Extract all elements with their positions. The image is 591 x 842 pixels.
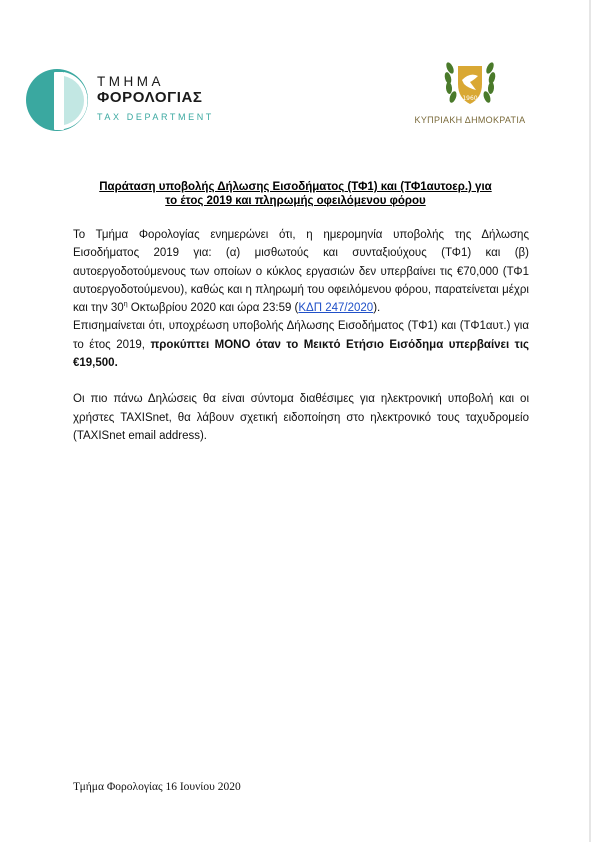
tax-department-logo <box>24 66 224 136</box>
tax-department-emblem-icon <box>24 66 94 136</box>
document-title <box>60 180 531 208</box>
paragraph-1-end: ). <box>373 302 381 315</box>
dept-name-english: TAX DEPARTMENT <box>97 112 214 122</box>
cyprus-republic-logo <box>410 54 530 134</box>
paragraph-1-text: Το Τμήμα Φορολογίας ενημερώνει ότι, η ημερομηνία υποβολής της Δήλωσης Εισοδήματος 2019 για: (α) μισθωτούς και συνταξιούχους (ΤΦ1) και (β) αυτοεργοδοτούμενους των οποίων ο κύκλος εργασιών δεν υπερβαίνει τις €70,000 (ΤΦ1 αυτοεργοδοτούμενου), καθώς και η πληρωμή του οφειλόμενου φόρου, παρατείνεται μέχρι και την 30 <box>73 229 529 315</box>
svg-text:1960: 1960 <box>462 95 478 102</box>
title-line-2: το έτος 2019 και πληρωμής οφειλόμενου φόρου <box>165 195 426 207</box>
footer-date: Τμήμα Φορολογίας 16 Ιουνίου 2020 <box>73 781 241 793</box>
paragraph-3: Οι πιο πάνω Δηλώσεις θα είναι σύντομα διαθέσιμες για ηλεκτρονική υποβολή και οι χρήστες TAXISnet, θα λάβουν σχετική ειδοποίηση στο ηλεκτρονικό τους ταχυδρομείο (TAXISnet email address). <box>73 393 529 442</box>
paragraph-1-text-cont: Οκτωβρίου 2020 και ώρα 23:59 ( <box>127 302 299 315</box>
ordinal-superscript: η <box>123 301 128 309</box>
republic-name: ΚΥΠΡΙΑΚΗ ΔΗΜΟΚΡΑΤΙΑ <box>414 115 526 125</box>
paragraph-2 <box>73 317 529 372</box>
document-body <box>73 226 529 445</box>
paragraph-2-text: Επισημαίνεται ότι, υποχρέωση υποβολής Δήλωσης Εισοδήματος (ΤΦ1) και (ΤΦ1αυτ.) για το έτος 2019, <box>73 320 529 351</box>
paragraph-2-bold: προκύπτει ΜΟΝΟ όταν το Μεικτό Ετήσιο Εισόδημα υπερβαίνει τις €19,500. <box>73 338 529 370</box>
dept-name-small: ΤΜΗΜΑ <box>97 74 164 89</box>
title-line-1: Παράταση υποβολής Δήλωσης Εισοδήματος (ΤΦ1) και (ΤΦ1αυτοερ.) για <box>99 181 492 193</box>
dept-name-big: ΦΟΡΟΛΟΓΙΑΣ <box>97 89 203 106</box>
paragraph-1 <box>73 226 529 317</box>
department-name <box>97 75 214 124</box>
cyprus-coat-of-arms-icon <box>440 54 500 112</box>
kdp-link[interactable]: ΚΔΠ 247/2020 <box>298 302 374 315</box>
